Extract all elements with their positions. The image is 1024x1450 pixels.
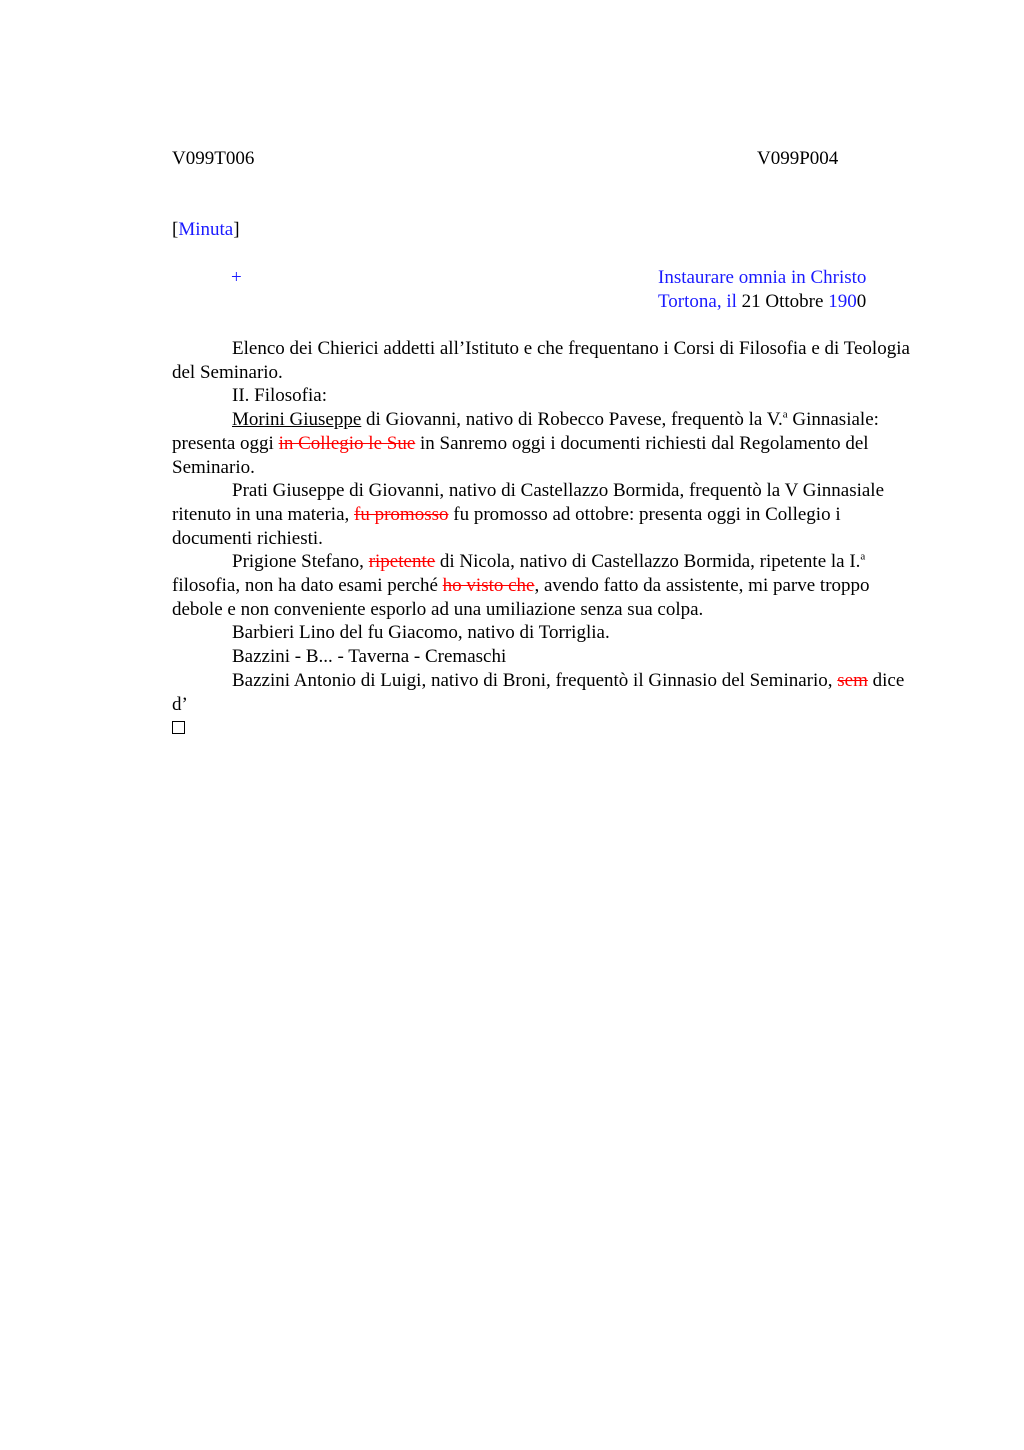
- entry-text: Bazzini Antonio di Luigi, nativo di Broni, frequentò il Ginnasio del Seminario,: [232, 669, 838, 691]
- entry-text: in Sanremo oggi i documenti richiesti dal Regolamento del Seminario.: [172, 432, 869, 478]
- deleted-text: in Collegio le Sue: [278, 432, 416, 454]
- empty-checkbox-icon: [172, 721, 185, 734]
- entry-prati: [172, 479, 917, 550]
- minuta-label: [172, 218, 240, 241]
- section-heading: II. Filosofia:: [232, 385, 327, 407]
- entry-text: Prigione Stefano,: [232, 551, 369, 573]
- underlined-name: Morini Giuseppe: [232, 409, 362, 431]
- letter-body: [172, 337, 917, 740]
- cross-mark: +: [231, 267, 242, 288]
- dateline-year-black: 0: [856, 291, 867, 312]
- deleted-text: fu promosso: [354, 503, 449, 525]
- entry-prigione: [172, 550, 917, 621]
- entry-text: di Nicola, nativo di Castellazzo Bormida, ripetente la I.: [435, 551, 861, 573]
- entry-text: fu promosso ad ottobre: presenta oggi in Collegio i documenti richiesti.: [172, 503, 841, 549]
- entry-text: Ginnasiale: presenta oggi: [172, 409, 879, 454]
- entry-bazzini: [172, 669, 917, 716]
- motto: Instaurare omnia in Christo: [658, 267, 867, 288]
- checkbox-line: [172, 716, 917, 740]
- right-document-code: V099P004: [757, 148, 839, 169]
- entry-text: dice d’: [172, 669, 905, 715]
- entry-text: Prati Giuseppe di Giovanni, nativo di Castellazzo Bormida, frequentò la V Ginnasiale ritenuto in una materia,: [172, 480, 885, 525]
- entry-text: di Giovanni, nativo di Robecco Pavese, frequentò la V.: [361, 409, 783, 431]
- superscript: a: [782, 408, 788, 421]
- deleted-text: sem: [837, 669, 868, 691]
- intro-paragraph: Elenco dei Chierici addetti all’Istituto e che frequentano i Corsi di Filosofia e di Teologia del Seminario.: [172, 338, 910, 383]
- dateline: [658, 290, 866, 313]
- dateline-place: Tortona, il: [658, 291, 737, 312]
- entry-text: filosofia, non ha dato esami perché: [172, 575, 443, 597]
- dateline-year-blue: 190: [828, 291, 857, 312]
- entry-text: , avendo fatto da assistente, mi parve troppo debole e non conveniente esporlo ad una umiliazione senza sua colpa.: [172, 575, 870, 620]
- minuta-open-bracket: [: [172, 219, 179, 240]
- deleted-text: ripetente: [368, 551, 436, 573]
- dateline-day-month: 21 Ottobre: [736, 291, 829, 312]
- entry-names-list: Bazzini - B... - Taverna - Cremaschi: [232, 646, 507, 668]
- entry-barbieri: Barbieri Lino del fu Giacomo, nativo di Torriglia.: [232, 622, 610, 644]
- superscript: a: [860, 551, 866, 563]
- minuta-close-bracket: ]: [233, 219, 240, 240]
- left-document-code: V099T006: [172, 148, 255, 169]
- entry-morini: [172, 408, 917, 479]
- deleted-text: ho visto che: [442, 575, 535, 597]
- minuta-text: Minuta: [178, 219, 234, 240]
